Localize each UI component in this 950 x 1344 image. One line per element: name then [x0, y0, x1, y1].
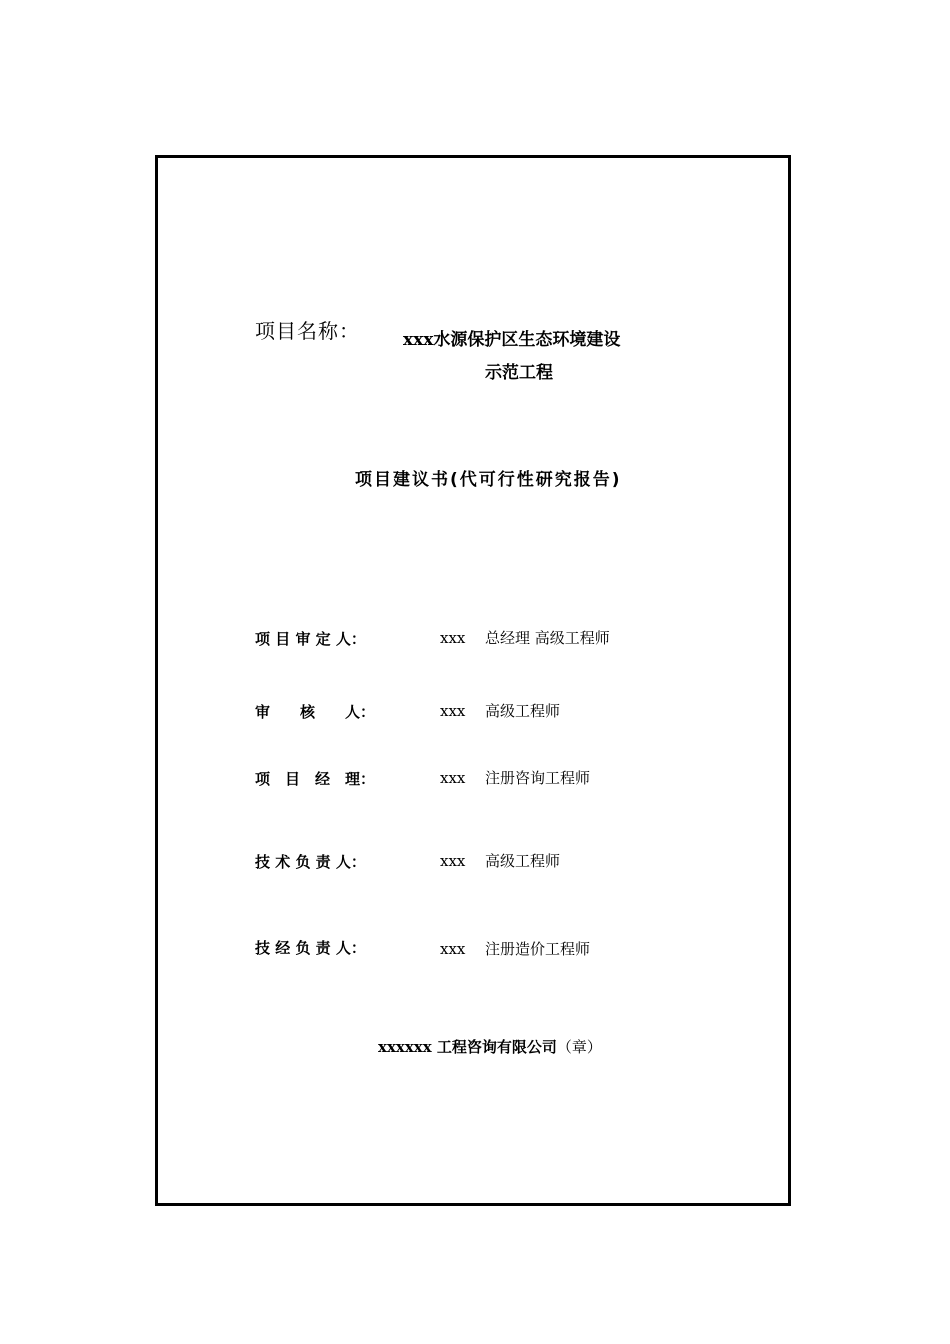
company-name: xxxxxx 工程咨询有限公司 — [378, 1038, 557, 1056]
company-seal: （章） — [556, 1038, 602, 1056]
role-label-technical-lead: 技 术 负 责 人： — [255, 853, 366, 871]
role-title-economic-lead: 注册造价工程师 — [485, 940, 591, 958]
document-title: 项目建议书(代可行性研究报告) — [355, 470, 622, 490]
role-title-reviewer: 总经理 高级工程师 — [485, 629, 610, 647]
role-label-auditor: 审 核 人： — [255, 703, 376, 721]
role-person-economic-lead: xxx — [440, 940, 466, 958]
role-title-auditor: 高级工程师 — [485, 702, 561, 720]
role-label-reviewer: 项 目 审 定 人： — [255, 630, 366, 648]
company-line — [378, 1036, 602, 1057]
project-name-line2: 示范工程 — [485, 363, 553, 383]
role-person-project-manager: xxx — [440, 769, 466, 787]
role-person-reviewer: xxx — [440, 629, 466, 647]
project-name-line1: xxx水源保护区生态环境建设 — [403, 330, 621, 350]
project-name-label: 项目名称： — [255, 319, 360, 343]
role-label-project-manager: 项 目 经 理： — [255, 770, 376, 788]
role-label-economic-lead: 技 经 负 责 人： — [255, 939, 366, 957]
role-person-technical-lead: xxx — [440, 852, 466, 870]
role-title-technical-lead: 高级工程师 — [485, 852, 561, 870]
role-person-auditor: xxx — [440, 702, 466, 720]
role-title-project-manager: 注册咨询工程师 — [485, 769, 591, 787]
